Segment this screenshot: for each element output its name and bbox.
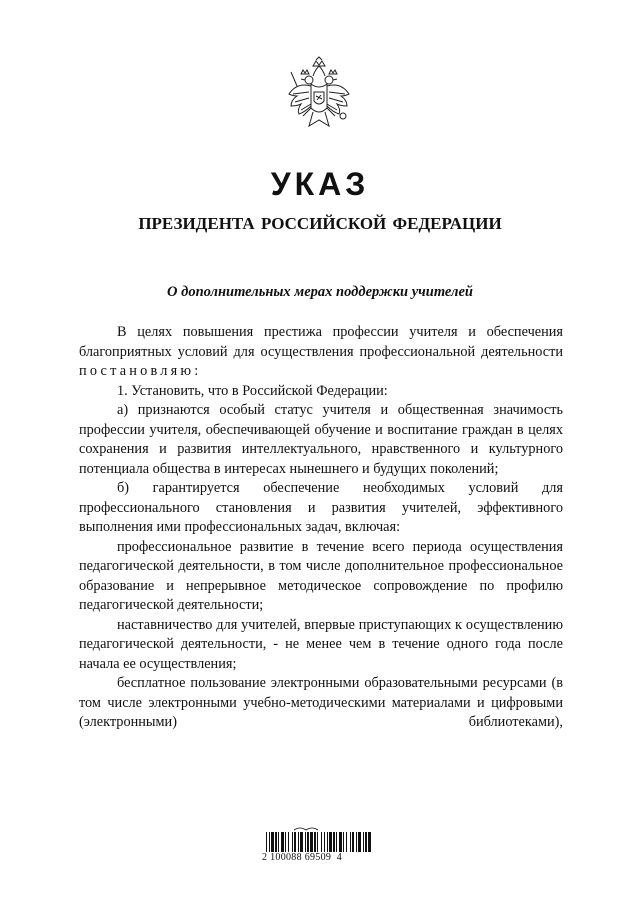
paragraph-item-a: а) признаются особый статус учителя и общественная значимость профессии учителя, обеспечивающей обучение и воспитание граждан в целях сохранения и развития интеллектуального, нравственного и культурного потенциала общества в интересах нынешнего и будущих поколений; <box>79 402 563 477</box>
preamble-spaced-word: постановляю: <box>79 363 202 379</box>
paragraph-item-b: б) гарантируется обеспечение необходимых условий для профессионального становления и развития учителей, эффективного выполнения ими профессиональных задач, включая: <box>79 480 563 535</box>
paragraph-mentorship: наставничество для учителей, впервые приступающих к осуществлению педагогической деятельности, - не менее чем в течение одного года после начала ее осуществления; <box>79 616 563 672</box>
paragraph-item-1: 1. Установить, что в Российской Федерации: <box>117 382 388 399</box>
paragraph-free-resources: бесплатное пользование электронными образовательными ресурсами (в том числе электронными учебно-методическими материалами и цифровыми (электронными) библиотеками), <box>79 675 563 730</box>
barcode-number: 2 100088 69509 4 <box>262 852 378 863</box>
paragraph-professional-development: профессиональное развитие в течение всего периода осуществления педагогической деятельности, в том числе дополнительное профессиональное образование и непрерывное методическое сопровождение по профилю педагогической деятельности; <box>79 538 563 613</box>
russian-coat-of-arms-icon <box>283 56 355 142</box>
decree-name: О дополнительных мерах поддержки учителей <box>167 284 473 300</box>
document-title: УКАЗ <box>270 166 370 202</box>
decree-body <box>79 323 563 733</box>
document-subtitle: ПРЕЗИДЕНТА РОССИЙСКОЙ ФЕДЕРАЦИИ <box>138 214 502 233</box>
preamble-text: В целях повышения престижа профессии учителя и обеспечения благоприятных условий для осуществления профессиональной деятельности <box>79 324 563 360</box>
paragraph-preamble <box>79 323 563 382</box>
